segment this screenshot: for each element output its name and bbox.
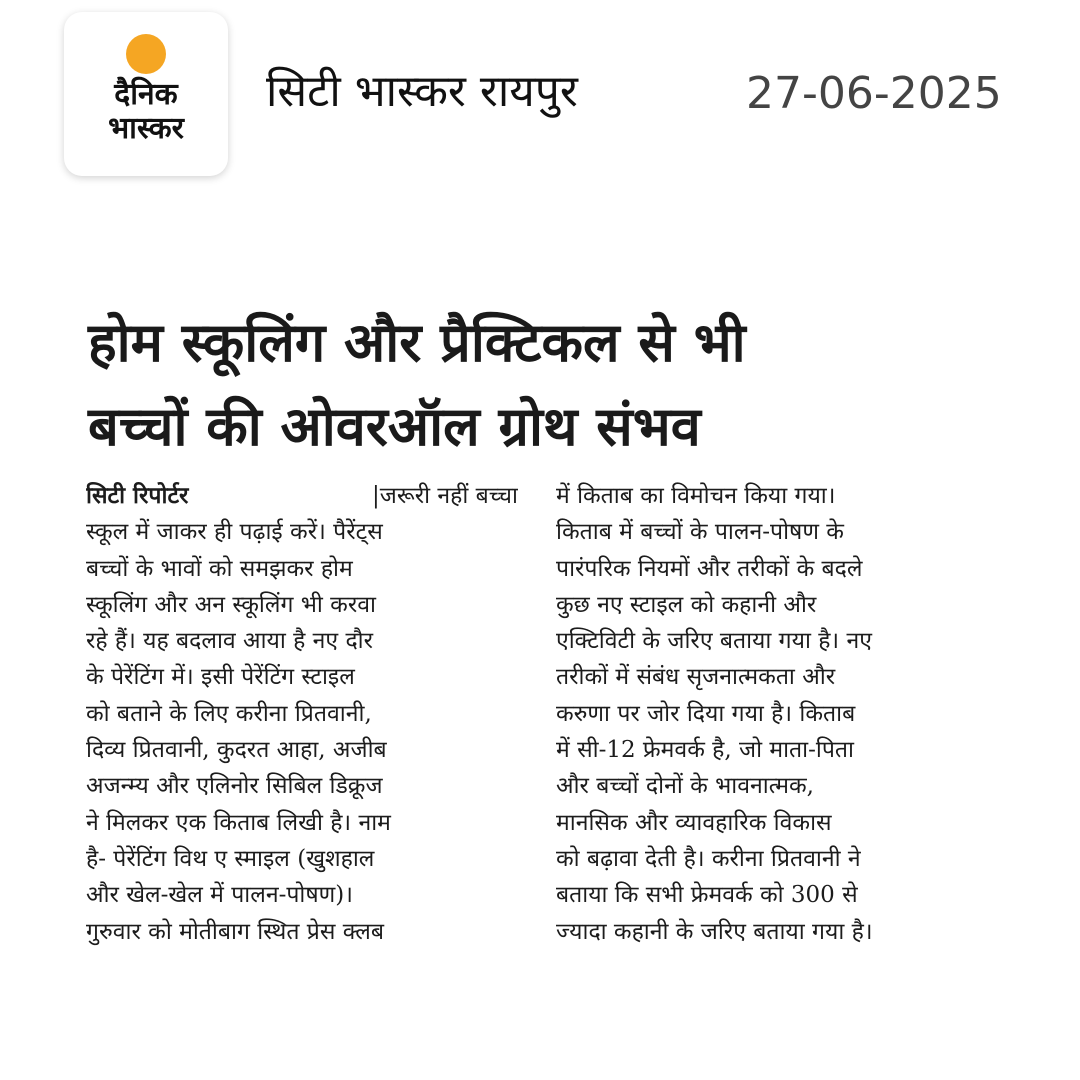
edition-title: सिटी भास्कर रायपुर [266,66,578,117]
article-column-left [86,478,518,950]
article-column-right [556,478,988,950]
article-line [556,696,988,732]
article-line [556,732,988,768]
article-line [556,768,988,804]
article-line-text: के पेरेंटिंग में। इसी पेरेंटिंग स्टाइल [86,664,355,691]
article-line-text: दिव्य प्रितवानी, कुदरत आहा, अजीब [86,737,387,764]
article-line [556,914,988,950]
article-line [86,551,518,587]
article-line [86,514,518,550]
article-line-text: ज्यादा कहानी के जरिए बताया गया है। [556,918,873,945]
logo-text-line1: दैनिक [114,77,178,112]
article-line [86,696,518,732]
article-line-text: पारंपरिक नियमों और तरीकों के बदले [556,555,863,582]
article-line [86,732,518,768]
article-line-text: |जरूरी नहीं बच्चा [372,483,518,509]
byline: सिटी रिपोर्टर [86,482,189,509]
article-line [556,587,988,623]
article-line-text: स्कूलिंग और अन स्कूलिंग भी करवा [86,591,376,618]
article-line [86,659,518,695]
headline-line: होम स्कूलिंग और प्रैक्टिकल से भी [88,310,746,374]
article-line [86,877,518,913]
article-line-text: गुरुवार को मोतीबाग स्थित प्रेस क्लब [86,918,384,945]
logo-text-line2: भास्कर [108,111,184,146]
article-line [86,478,518,514]
article-line-text: एक्टिविटी के जरिए बताया गया है। नए [556,628,872,655]
headline-line: बच्चों की ओवरऑल ग्रोथ संभव [88,394,701,458]
article-line [86,841,518,877]
article-headline [88,300,1008,468]
article-line-text: बताया कि सभी फ्रेमवर्क को 300 से [556,882,858,909]
article-line-text: ने मिलकर एक किताब लिखी है। नाम [86,809,391,836]
article-line [556,623,988,659]
article-line-text: को बढ़ावा देती है। करीना प्रितवानी ने [556,845,861,872]
article-line [86,914,518,950]
article-line [556,877,988,913]
article-line-text: को बताने के लिए करीना प्रितवानी, [86,700,372,727]
article-line-text: में किताब का विमोचन किया गया। [556,483,836,509]
article-line [556,514,988,550]
article-line-text: किताब में बच्चों के पालन-पोषण के [556,519,844,546]
article-line-text: और खेल-खेल में पालन-पोषण)। [86,882,353,909]
article-line-text: में सी-12 फ्रेमवर्क है, जो माता-पिता [556,737,854,764]
edition-date: 27-06-2025 [746,68,1002,119]
article-line-text: स्कूल में जाकर ही पढ़ाई करें। पैरेंट्स [86,519,383,546]
article-line [86,623,518,659]
article-line [556,841,988,877]
sun-icon [126,34,166,74]
article-line-text: अजन्म्य और एलिनोर सिबिल डिक्रूज [86,773,383,800]
article-line [556,551,988,587]
article-line [86,768,518,804]
article-line [556,659,988,695]
article-line-text: और बच्चों दोनों के भावनात्मक, [556,773,814,800]
article-line-text: बच्चों के भावों को समझकर होम [86,555,353,582]
article-line [556,478,988,514]
article-line-text: रहे हैं। यह बदलाव आया है नए दौर [86,628,374,655]
article-line-text: है- पेरेंटिंग विथ ए स्माइल (खुशहाल [86,845,375,872]
article-line-text: कुछ नए स्टाइल को कहानी और [556,591,817,618]
article-line [556,805,988,841]
article-line [86,805,518,841]
newspaper-header [0,0,1080,200]
article-line [86,587,518,623]
dainik-bhaskar-logo [64,12,228,176]
article-line-text: मानसिक और व्यावहारिक विकास [556,809,832,836]
article-line-text: करुणा पर जोर दिया गया है। किताब [556,700,856,727]
article-line-text: तरीकों में संबंध सृजनात्मकता और [556,664,836,691]
